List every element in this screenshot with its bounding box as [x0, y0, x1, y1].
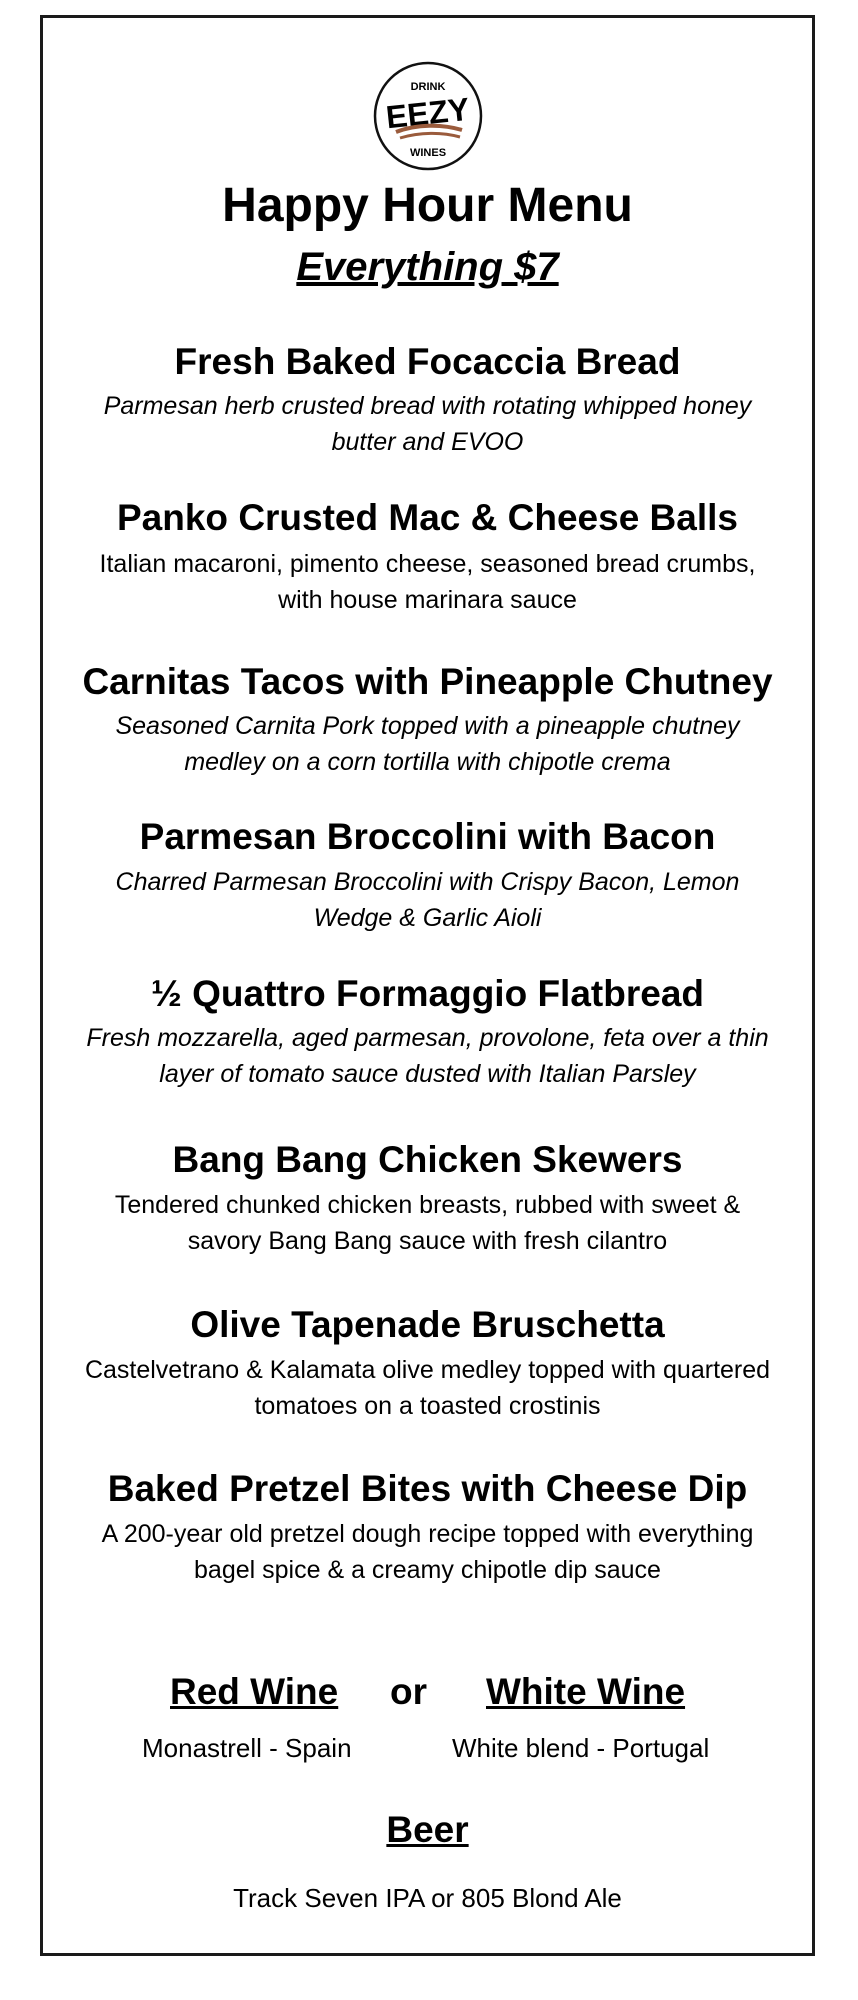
item-name: Parmesan Broccolini with Bacon: [139, 816, 716, 857]
red-wine-description: Monastrell - Spain: [142, 1733, 352, 1763]
item-name: Fresh Baked Focaccia Bread: [174, 341, 681, 382]
or-separator: or: [390, 1671, 427, 1712]
item-description: Charred Parmesan Broccolini with Crispy Bacon, Lemon Wedge & Garlic Aioli: [115, 868, 740, 932]
menu-title: Happy Hour Menu: [222, 179, 633, 232]
item-description: Parmesan herb crusted bread with rotating whipped honey butter and EVOO: [103, 392, 752, 456]
logo-bottom-text: WINES: [409, 147, 447, 159]
eezy-wines-logo: [372, 60, 484, 172]
beer-description: Track Seven IPA or 805 Blond Ale: [233, 1883, 622, 1913]
item-name: Olive Tapenade Bruschetta: [190, 1304, 665, 1345]
beer-heading: Beer: [386, 1809, 469, 1850]
item-name: ½ Quattro Formaggio Flatbread: [151, 973, 704, 1014]
white-wine-heading: White Wine: [486, 1671, 686, 1712]
item-name: Carnitas Tacos with Pineapple Chutney: [82, 661, 773, 702]
menu-subtitle: Everything $7: [296, 245, 559, 289]
item-description: Tendered chunked chicken breasts, rubbed with sweet & savory Bang Bang sauce with fresh cilantro: [114, 1191, 741, 1255]
logo-top-text: DRINK: [410, 81, 446, 93]
item-name: Baked Pretzel Bites with Cheese Dip: [107, 1468, 748, 1509]
white-wine-description: White blend - Portugal: [452, 1733, 710, 1763]
item-description: Seasoned Carnita Pork topped with a pineapple chutney medley on a corn tortilla with chipotle crema: [115, 712, 740, 776]
item-description: Italian macaroni, pimento cheese, seasoned bread crumbs, with house marinara sauce: [99, 550, 756, 614]
item-name: Panko Crusted Mac & Cheese Balls: [117, 497, 738, 538]
item-description: Fresh mozzarella, aged parmesan, provolone, feta over a thin layer of tomato sauce dusted with Italian Parsley: [86, 1024, 769, 1088]
item-description: Castelvetrano & Kalamata olive medley topped with quartered tomatoes on a toasted crostinis: [84, 1356, 771, 1420]
red-wine-heading: Red Wine: [170, 1671, 339, 1712]
item-name: Bang Bang Chicken Skewers: [172, 1139, 683, 1180]
logo-main-text: EEZY: [384, 90, 472, 136]
item-description: A 200-year old pretzel dough recipe topped with everything bagel spice & a creamy chipotle dip sauce: [101, 1520, 754, 1584]
